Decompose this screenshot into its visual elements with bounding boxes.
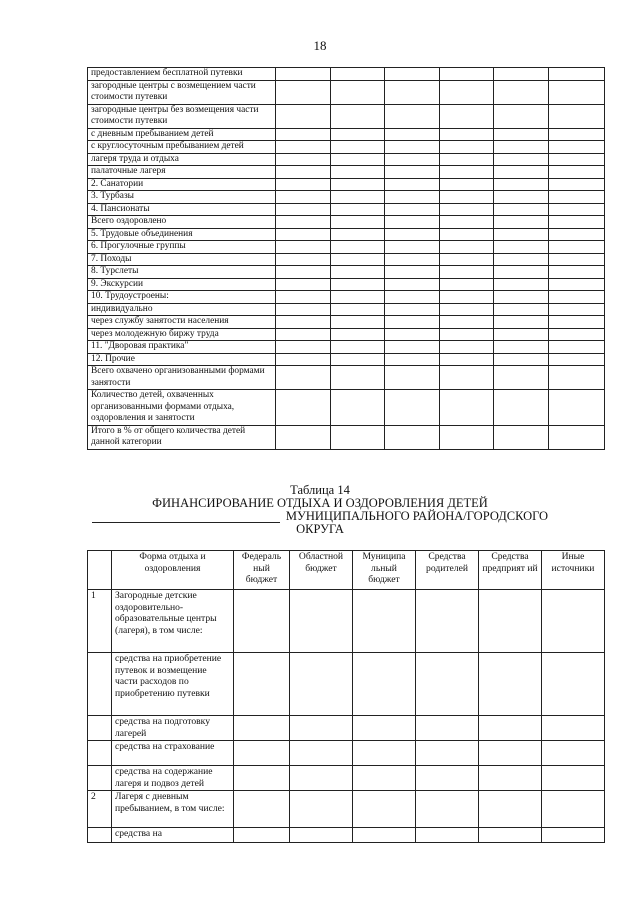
table-cell	[549, 68, 605, 81]
table-cell	[353, 828, 416, 843]
financing-table	[87, 550, 605, 843]
table-cell	[234, 791, 290, 828]
table-cell	[331, 291, 385, 304]
table-cell	[416, 791, 479, 828]
table-cell	[385, 425, 440, 449]
table-cell	[440, 153, 494, 166]
table-cell	[276, 425, 331, 449]
table-row	[88, 203, 605, 216]
table-title: ФИНАНСИРОВАНИЕ ОТДЫХА И ОЗДОРОВЛЕНИЯ ДЕТЕЙ	[152, 496, 488, 510]
table-cell	[549, 353, 605, 366]
table-cell	[331, 216, 385, 229]
table-row	[88, 253, 605, 266]
table-cell	[353, 741, 416, 766]
table-row	[88, 425, 605, 449]
table-cell	[276, 191, 331, 204]
table-row	[88, 166, 605, 179]
table-cell	[494, 341, 549, 354]
table-cell	[494, 291, 549, 304]
table-cell	[440, 228, 494, 241]
table-row	[88, 716, 605, 741]
table-cell	[542, 828, 605, 843]
table-cell	[494, 390, 549, 426]
table-cell	[549, 316, 605, 329]
row-label: 11. "Дворовая практика"	[88, 341, 276, 354]
table-row	[88, 141, 605, 154]
table-cell	[331, 178, 385, 191]
table-cell	[494, 141, 549, 154]
table-row	[88, 241, 605, 254]
table-cell	[479, 716, 542, 741]
row-label: Всего охвачено организованными формами занятости	[88, 366, 276, 390]
table-cell	[440, 178, 494, 191]
row-label: 6. Прогулочные группы	[88, 241, 276, 254]
table-row	[88, 791, 605, 828]
table-cell	[276, 353, 331, 366]
row-label: Количество детей, охваченных организованными формами отдыха, оздоровления и занятости	[88, 390, 276, 426]
table-cell	[440, 166, 494, 179]
table-cell	[353, 766, 416, 791]
table-cell	[385, 316, 440, 329]
table-cell	[440, 316, 494, 329]
table-cell	[549, 303, 605, 316]
column-header: Форма отдыха и оздоровления	[112, 551, 234, 590]
table-cell	[331, 253, 385, 266]
table-header-row	[88, 551, 605, 590]
row-label: лагеря труда и отдыха	[88, 153, 276, 166]
table-cell	[440, 241, 494, 254]
table-cell	[549, 253, 605, 266]
table-cell	[331, 316, 385, 329]
row-number	[88, 716, 112, 741]
table-cell	[276, 303, 331, 316]
table-cell	[440, 366, 494, 390]
row-label: средства на	[112, 828, 234, 843]
table-cell	[385, 104, 440, 128]
row-label: загородные центры без возмещения части стоимости путевки	[88, 104, 276, 128]
table-cell	[331, 390, 385, 426]
table-row	[88, 766, 605, 791]
table-cell	[549, 128, 605, 141]
table-cell	[440, 203, 494, 216]
table-cell	[494, 278, 549, 291]
table-row	[88, 328, 605, 341]
table-row	[88, 104, 605, 128]
table-cell	[276, 153, 331, 166]
table-cell	[290, 590, 353, 653]
table-cell	[479, 653, 542, 716]
table-cell	[290, 653, 353, 716]
table-cell	[549, 166, 605, 179]
table-row	[88, 228, 605, 241]
row-label: 5. Трудовые объединения	[88, 228, 276, 241]
table-row	[88, 178, 605, 191]
table-cell	[549, 228, 605, 241]
row-number	[88, 741, 112, 766]
table-cell	[353, 653, 416, 716]
row-label: 3. Турбазы	[88, 191, 276, 204]
row-label: средства на подготовку лагерей	[112, 716, 234, 741]
table-cell	[276, 266, 331, 279]
table-cell	[440, 80, 494, 104]
row-label: 12. Прочие	[88, 353, 276, 366]
column-header	[88, 551, 112, 590]
table-cell	[549, 341, 605, 354]
table-cell	[549, 178, 605, 191]
table-cell	[385, 303, 440, 316]
row-label: 8. Турслеты	[88, 266, 276, 279]
table-cell	[542, 766, 605, 791]
table-row	[88, 266, 605, 279]
table-cell	[385, 353, 440, 366]
table-cell	[385, 390, 440, 426]
row-label: предоставлением бесплатной путевки	[88, 68, 276, 81]
table-cell	[331, 104, 385, 128]
table-cell	[494, 253, 549, 266]
table-cell	[331, 141, 385, 154]
row-label: Лагеря с дневным пребыванием, в том числе:	[112, 791, 234, 828]
page-number: 18	[313, 38, 327, 53]
table-cell	[385, 191, 440, 204]
table-cell	[276, 203, 331, 216]
table-cell	[385, 128, 440, 141]
table-cell	[549, 80, 605, 104]
table-cell	[276, 228, 331, 241]
table-cell	[440, 128, 494, 141]
table-row	[88, 590, 605, 653]
table-cell	[494, 303, 549, 316]
table-cell	[494, 266, 549, 279]
row-label: 10. Трудоустроены:	[88, 291, 276, 304]
table-row	[88, 341, 605, 354]
table-row	[88, 153, 605, 166]
row-label: Итого в % от общего количества детей данной категории	[88, 425, 276, 449]
row-label: 2. Санатории	[88, 178, 276, 191]
table-cell	[331, 366, 385, 390]
table-cell	[542, 590, 605, 653]
column-header: Средства предприят ий	[479, 551, 542, 590]
row-label: через молодежную биржу труда	[88, 328, 276, 341]
table-cell	[331, 241, 385, 254]
table-row	[88, 68, 605, 81]
table-cell	[331, 328, 385, 341]
table-cell	[416, 766, 479, 791]
row-label: Загородные детские оздоровительно-образовательные центры (лагеря), в том числе:	[112, 590, 234, 653]
column-header: Муниципа льный бюджет	[353, 551, 416, 590]
table-row	[88, 278, 605, 291]
table-subtitle	[0, 509, 640, 523]
table-row	[88, 303, 605, 316]
table-cell	[549, 266, 605, 279]
table-cell	[494, 228, 549, 241]
table-cell	[331, 341, 385, 354]
table-cell	[440, 303, 494, 316]
table-cell	[479, 766, 542, 791]
table-cell	[385, 216, 440, 229]
table-cell	[331, 278, 385, 291]
table-cell	[353, 791, 416, 828]
row-label: индивидуально	[88, 303, 276, 316]
table-row	[88, 828, 605, 843]
column-header: Средства родителей	[416, 551, 479, 590]
row-number: 2	[88, 791, 112, 828]
children-activity-table	[87, 67, 605, 450]
table-cell	[276, 366, 331, 390]
row-label: средства на страхование	[112, 741, 234, 766]
table-cell	[440, 341, 494, 354]
table-cell	[276, 68, 331, 81]
table-cell	[494, 178, 549, 191]
table-row	[88, 191, 605, 204]
table-cell	[440, 216, 494, 229]
table-cell	[416, 590, 479, 653]
table-cell	[440, 104, 494, 128]
table-cell	[290, 766, 353, 791]
table-cell	[494, 241, 549, 254]
table-cell	[494, 80, 549, 104]
table-cell	[385, 178, 440, 191]
row-label: 4. Пансионаты	[88, 203, 276, 216]
table-cell	[353, 590, 416, 653]
table-cell	[479, 741, 542, 766]
table-cell	[494, 425, 549, 449]
row-label: средства на приобретение путевок и возмещение части расходов по приобретению путевки	[112, 653, 234, 716]
table-cell	[549, 241, 605, 254]
table-cell	[440, 390, 494, 426]
table-row	[88, 80, 605, 104]
table-cell	[385, 278, 440, 291]
table-row	[88, 353, 605, 366]
table-cell	[549, 104, 605, 128]
table-row	[88, 366, 605, 390]
table-cell	[416, 716, 479, 741]
table-row	[88, 653, 605, 716]
table-cell	[549, 153, 605, 166]
table-cell	[549, 291, 605, 304]
table-cell	[234, 653, 290, 716]
table-cell	[549, 203, 605, 216]
table-cell	[385, 366, 440, 390]
table-cell	[276, 178, 331, 191]
table-cell	[440, 328, 494, 341]
table-cell	[479, 828, 542, 843]
table-row	[88, 316, 605, 329]
table-cell	[494, 328, 549, 341]
row-label: средства на содержание лагеря и подвоз детей	[112, 766, 234, 791]
table-cell	[331, 166, 385, 179]
table-cell	[542, 741, 605, 766]
table-cell	[440, 141, 494, 154]
table-cell	[276, 291, 331, 304]
table-cell	[331, 153, 385, 166]
row-label: 9. Экскурсии	[88, 278, 276, 291]
table-cell	[276, 104, 331, 128]
table-cell	[440, 68, 494, 81]
row-number	[88, 653, 112, 716]
table-cell	[549, 328, 605, 341]
row-label: с круглосуточным пребыванием детей	[88, 141, 276, 154]
table-cell	[276, 253, 331, 266]
table-cell	[549, 425, 605, 449]
table-row	[88, 390, 605, 426]
table-cell	[385, 341, 440, 354]
table-cell	[440, 253, 494, 266]
table-cell	[494, 191, 549, 204]
table-cell	[331, 353, 385, 366]
table-cell	[276, 141, 331, 154]
table-cell	[290, 741, 353, 766]
table-cell	[549, 191, 605, 204]
table-cell	[331, 303, 385, 316]
table-cell	[385, 141, 440, 154]
table-cell	[494, 353, 549, 366]
table-cell	[331, 128, 385, 141]
table-cell	[234, 716, 290, 741]
table-cell	[440, 291, 494, 304]
table-cell	[542, 716, 605, 741]
table-cell	[290, 791, 353, 828]
table-cell	[385, 291, 440, 304]
table-cell	[549, 390, 605, 426]
table-cell	[440, 425, 494, 449]
table-cell	[290, 828, 353, 843]
table-cell	[494, 128, 549, 141]
table-cell	[385, 153, 440, 166]
row-number	[88, 828, 112, 843]
table-cell	[416, 828, 479, 843]
table-cell	[549, 141, 605, 154]
table-row	[88, 216, 605, 229]
table-cell	[385, 241, 440, 254]
table-cell	[353, 716, 416, 741]
table-cell	[234, 828, 290, 843]
table-cell	[416, 653, 479, 716]
table-cell	[234, 590, 290, 653]
table-cell	[542, 653, 605, 716]
table-cell	[276, 166, 331, 179]
table-cell	[276, 216, 331, 229]
table-subtitle-okrug: ОКРУГА	[296, 522, 344, 536]
table-cell	[385, 228, 440, 241]
table-cell	[549, 366, 605, 390]
table-cell	[549, 278, 605, 291]
table-cell	[494, 166, 549, 179]
table-cell	[494, 104, 549, 128]
row-label: 7. Походы	[88, 253, 276, 266]
table-cell	[276, 128, 331, 141]
table-cell	[440, 278, 494, 291]
table-cell	[494, 203, 549, 216]
table-cell	[385, 203, 440, 216]
column-header: Федераль ный бюджет	[234, 551, 290, 590]
table-cell	[331, 191, 385, 204]
table-number-caption: Таблица 14	[290, 483, 350, 497]
table-cell	[542, 791, 605, 828]
table-cell	[494, 316, 549, 329]
table-cell	[479, 590, 542, 653]
table-cell	[385, 253, 440, 266]
table-cell	[290, 716, 353, 741]
column-header: Иные источники	[542, 551, 605, 590]
row-label: палаточные лагеря	[88, 166, 276, 179]
table-cell	[479, 791, 542, 828]
table-cell	[276, 390, 331, 426]
table-cell	[276, 316, 331, 329]
table-row	[88, 128, 605, 141]
table-cell	[331, 68, 385, 81]
table-cell	[440, 353, 494, 366]
region-text: МУНИЦИПАЛЬНОГО РАЙОНА/ГОРОДСКОГО	[285, 509, 549, 523]
table-cell	[276, 241, 331, 254]
table-cell	[276, 80, 331, 104]
table-cell	[385, 68, 440, 81]
row-label: с дневным пребыванием детей	[88, 128, 276, 141]
table-cell	[331, 425, 385, 449]
table-row	[88, 291, 605, 304]
table-cell	[331, 266, 385, 279]
row-number: 1	[88, 590, 112, 653]
table-cell	[276, 278, 331, 291]
row-label: загородные центры с возмещением части стоимости путевки	[88, 80, 276, 104]
row-label: через службу занятости населения	[88, 316, 276, 329]
column-header: Областной бюджет	[290, 551, 353, 590]
table-cell	[234, 741, 290, 766]
row-number	[88, 766, 112, 791]
table-cell	[385, 166, 440, 179]
table-cell	[385, 266, 440, 279]
table-cell	[234, 766, 290, 791]
table-cell	[440, 191, 494, 204]
table-cell	[385, 80, 440, 104]
table-cell	[276, 328, 331, 341]
table-cell	[494, 366, 549, 390]
table-cell	[331, 228, 385, 241]
table-cell	[276, 341, 331, 354]
table-cell	[549, 216, 605, 229]
table-cell	[494, 68, 549, 81]
table-row	[88, 741, 605, 766]
table-cell	[385, 328, 440, 341]
table-cell	[416, 741, 479, 766]
table-cell	[331, 80, 385, 104]
table-cell	[331, 203, 385, 216]
table-cell	[494, 153, 549, 166]
table-cell	[494, 216, 549, 229]
table-cell	[440, 266, 494, 279]
row-label: Всего оздоровлено	[88, 216, 276, 229]
